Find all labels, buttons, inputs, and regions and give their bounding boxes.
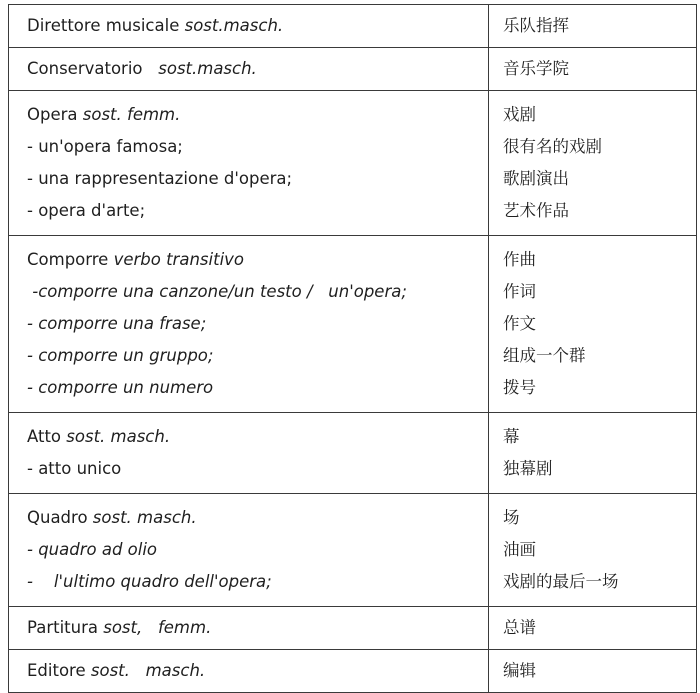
example-line — [27, 372, 488, 404]
vocabulary-table — [8, 4, 697, 693]
chinese-cell — [489, 494, 697, 607]
chinese-translation: 作曲 — [503, 250, 536, 269]
example-line — [27, 566, 488, 598]
italian-cell — [9, 91, 489, 236]
chinese-translation: 戏剧 — [503, 105, 536, 124]
italian-term: Partitura — [27, 618, 104, 637]
chinese-translation: 场 — [503, 508, 520, 527]
chinese-translation: 组成一个群 — [503, 346, 586, 365]
example-line — [27, 131, 488, 163]
italian-term: Direttore musicale — [27, 16, 185, 35]
headword-line — [27, 10, 488, 42]
grammar-note: sost. masch. — [92, 508, 197, 527]
vocab-row — [9, 5, 697, 48]
italian-term: Comporre — [27, 250, 114, 269]
headword-line — [27, 421, 488, 453]
chinese-translation: 作文 — [503, 314, 536, 333]
chinese-cell — [489, 48, 697, 91]
italian-cell — [9, 236, 489, 413]
chinese-translation: 音乐学院 — [503, 59, 569, 78]
vocabulary-table-body — [9, 5, 697, 693]
vocab-row — [9, 48, 697, 91]
grammar-note: sost.masch. — [184, 16, 284, 35]
chinese-translation: 幕 — [503, 427, 520, 446]
chinese-translation: 拨号 — [503, 378, 536, 397]
chinese-cell — [489, 413, 697, 494]
grammar-note: sost. femm. — [82, 105, 181, 124]
example-line — [27, 453, 488, 485]
italian-cell — [9, 607, 489, 650]
italian-cell — [9, 5, 489, 48]
grammar-note: verbo transitivo — [113, 250, 245, 269]
italian-cell — [9, 48, 489, 91]
italian-term: - un'opera famosa; — [27, 137, 183, 156]
grammar-note: - comporre un gruppo; — [27, 346, 214, 365]
grammar-note: - quadro ad olio — [27, 540, 158, 559]
italian-cell — [9, 650, 489, 693]
chinese-translation: 歌剧演出 — [503, 169, 569, 188]
italian-term: - atto unico — [27, 459, 122, 478]
chinese-translation: 油画 — [503, 540, 536, 559]
grammar-note: sost.masch. — [158, 59, 257, 78]
example-line — [27, 195, 488, 227]
chinese-translation: 戏剧的最后一场 — [503, 572, 619, 591]
chinese-translation: 独幕剧 — [503, 459, 553, 478]
headword-line — [27, 53, 488, 85]
chinese-translation: 编辑 — [503, 661, 536, 680]
italian-cell — [9, 413, 489, 494]
grammar-note: sost. masch. — [66, 427, 171, 446]
italian-cell — [9, 494, 489, 607]
example-line — [27, 340, 488, 372]
vocab-row — [9, 91, 697, 236]
grammar-note: - l'ultimo quadro dell'opera; — [27, 572, 272, 591]
example-line — [27, 534, 488, 566]
headword-line — [27, 244, 488, 276]
headword-line — [27, 99, 488, 131]
chinese-cell — [489, 5, 697, 48]
headword-line — [27, 655, 488, 687]
vocab-row — [9, 413, 697, 494]
vocab-row — [9, 607, 697, 650]
chinese-translation: 艺术作品 — [503, 201, 569, 220]
vocab-row — [9, 236, 697, 413]
grammar-note: sost. masch. — [90, 661, 206, 680]
example-line — [27, 276, 488, 308]
grammar-note: - comporre una frase; — [27, 314, 207, 333]
chinese-translation: 作词 — [503, 282, 536, 301]
grammar-note: - comporre un numero — [27, 378, 214, 397]
italian-term: - opera d'arte; — [27, 201, 146, 220]
chinese-translation: 很有名的戏剧 — [503, 137, 602, 156]
chinese-cell — [489, 607, 697, 650]
grammar-note: sost, femm. — [103, 618, 212, 637]
chinese-translation: 总谱 — [503, 618, 536, 637]
italian-term: Quadro — [27, 508, 93, 527]
headword-line — [27, 612, 488, 644]
vocab-row — [9, 650, 697, 693]
vocab-row — [9, 494, 697, 607]
chinese-cell — [489, 91, 697, 236]
italian-term: - una rappresentazione d'opera; — [27, 169, 293, 188]
chinese-cell — [489, 236, 697, 413]
grammar-note: -comporre una canzone/un testo / un'opera; — [27, 282, 407, 301]
chinese-cell — [489, 650, 697, 693]
chinese-translation: 乐队指挥 — [503, 16, 569, 35]
example-line — [27, 163, 488, 195]
example-line — [27, 308, 488, 340]
headword-line — [27, 502, 488, 534]
italian-term: Atto — [27, 427, 67, 446]
italian-term: Editore — [27, 661, 91, 680]
italian-term: Opera — [27, 105, 83, 124]
italian-term: Conservatorio — [27, 59, 159, 78]
